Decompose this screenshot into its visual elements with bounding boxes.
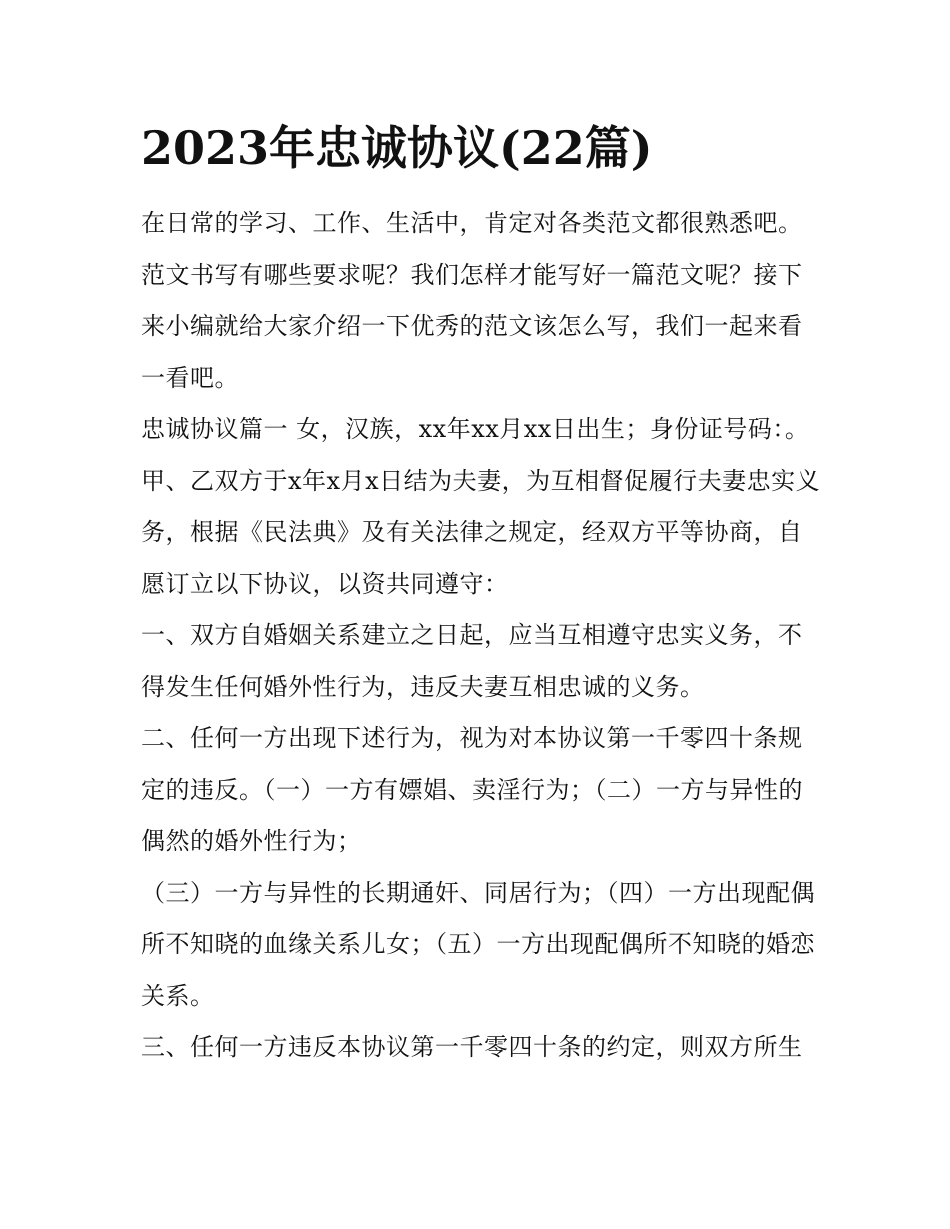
paragraph-intro: 在日常的学习、工作、生活中，肯定对各类范文都很熟悉吧。范文书写有哪些要求呢？我们怎样才能写好一篇范文呢？接下来小编就给大家介绍一下优秀的范文该怎么写，我们一起来看一看吧。 xyxy=(141,209,803,392)
paragraph-clause-1: 一、双方自婚姻关系建立之日起，应当互相遵守忠实义务，不得发生任何婚外性行为，违反夫妻互相忠诚的义务。 xyxy=(141,621,803,701)
paragraph-party-info: 忠诚协议篇一 女，汉族，xx年xx月xx日出生；身份证号码：。 xyxy=(141,415,810,443)
paragraph-clause-3: 三、任何一方违反本协议第一千零四十条的约定，则双方所生 xyxy=(141,1033,803,1061)
paragraph-preamble: 甲、乙双方于x年x月x日结为夫妻，为互相督促履行夫妻忠实义务，根据《民法典》及有关法律之规定，经双方平等协商，自愿订立以下协议，以资共同遵守： xyxy=(141,466,821,598)
document-title: 2023年忠诚协议(22篇) xyxy=(141,121,653,175)
paragraph-clause-2-continued: （三）一方与异性的长期通奸、同居行为；（四）一方出现配偶所不知晓的血缘关系儿女；（五）一方出现配偶所不知晓的婚恋关系。 xyxy=(141,878,815,1010)
paragraph-clause-2: 二、任何一方出现下述行为，视为对本协议第一千零四十条规定的违反。（一）一方有嫖娼、卖淫行为；（二）一方与异性的偶然的婚外性行为； xyxy=(141,724,803,855)
document-body xyxy=(141,198,821,1074)
